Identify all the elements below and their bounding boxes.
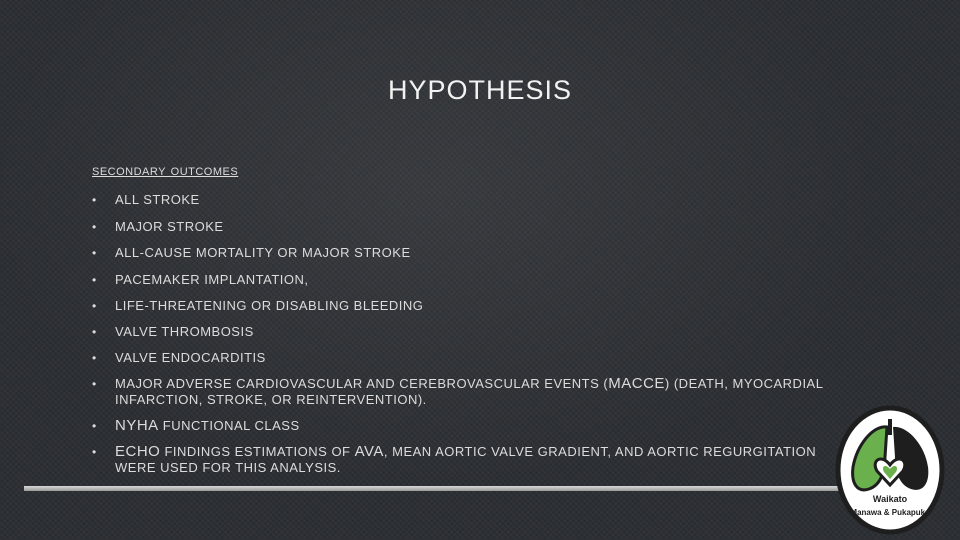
bullet-icon: • [92, 299, 97, 313]
list-item-text-part: ) (DEATH, MYOCARDIAL INFARCTION, STROKE, OR REINTERVENTION). [115, 376, 823, 407]
list-item-text: LIFE-THREATENING OR DISABLING BLEEDING [115, 298, 424, 313]
abbreviation: AVA [354, 443, 384, 460]
bullet-icon: • [92, 273, 97, 287]
list-item-text-part: FUNCTIONAL CLASS [158, 418, 300, 433]
list-item-text: VALVE THROMBOSIS [115, 324, 254, 339]
abbreviation: ECHO [115, 443, 161, 460]
slide-title: HYPOTHESIS [387, 75, 573, 105]
divider-bar [24, 486, 839, 491]
bullet-icon: • [92, 325, 97, 339]
logo-text-line1: Waikato [872, 494, 908, 504]
bullet-icon: • [92, 419, 97, 433]
bullet-icon: • [92, 220, 97, 234]
list-item-text-part: MAJOR ADVERSE CARDIOVASCULAR AND CEREBROVASCULAR EVENTS ( [115, 376, 609, 391]
list-item-text [115, 444, 830, 476]
list-item-text [115, 376, 830, 408]
bullet-icon: • [92, 351, 97, 365]
abbreviation: MACCE [608, 375, 665, 392]
logo-text-line2: Manawa & Pukapuka [850, 508, 930, 517]
list-item-text: ALL-CAUSE MORTALITY OR MAJOR STROKE [115, 245, 411, 260]
list-item-text [115, 418, 830, 434]
bullet-icon: • [92, 377, 97, 391]
list-item-text: PACEMAKER IMPLANTATION, [115, 272, 309, 287]
bullet-icon: • [92, 193, 97, 207]
bullet-icon: • [92, 246, 97, 260]
list-item-text: ALL STROKE [115, 192, 200, 207]
list-item-text-part: FINDINGS ESTIMATIONS OF [160, 444, 355, 459]
list-item-text-part: , MEAN AORTIC VALVE GRADIENT, AND AORTIC REGURGITATION WERE USED FOR THIS ANALYSIS. [115, 444, 817, 475]
abbreviation: NYHA [115, 417, 159, 434]
list-item-text: MAJOR STROKE [115, 219, 224, 234]
section-subtitle: secondary outcomes [92, 162, 239, 179]
waikato-manawa-pukapuka-logo [835, 405, 945, 535]
list-item-text: VALVE ENDOCARDITIS [115, 350, 266, 365]
bullet-icon: • [92, 445, 97, 459]
